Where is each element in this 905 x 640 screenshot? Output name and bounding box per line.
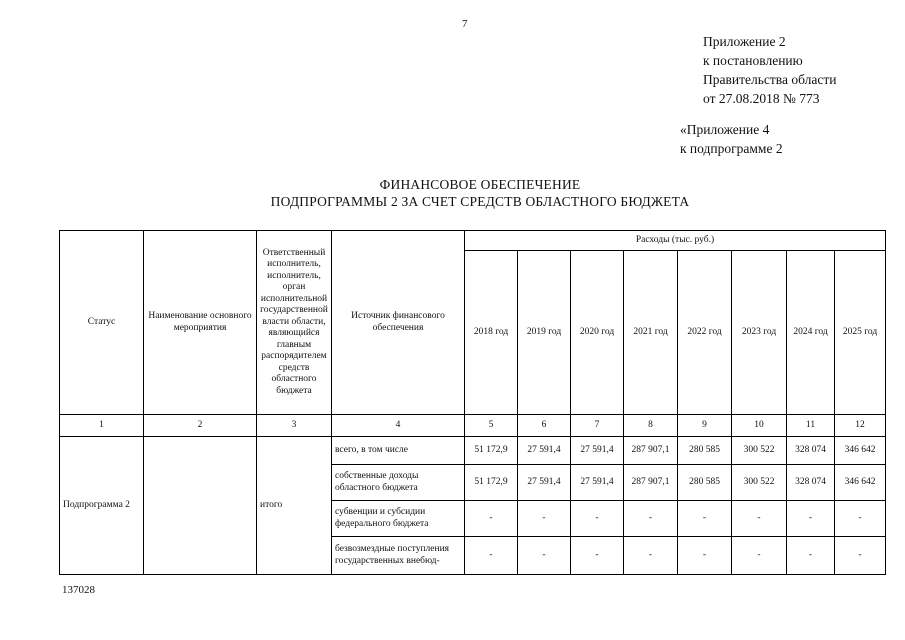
title-line: ФИНАНСОВОЕ ОБЕСПЕЧЕНИЕ — [379, 177, 581, 192]
column-number: 9 — [678, 415, 732, 437]
value-cell: - — [571, 537, 624, 575]
value-cell: 280 585 — [678, 465, 732, 501]
value-cell: - — [624, 537, 678, 575]
appendix-line: к постановлению — [703, 53, 803, 68]
financing-table — [59, 230, 886, 575]
value-cell: - — [571, 501, 624, 537]
value-cell: - — [518, 537, 571, 575]
value-cell: - — [787, 537, 835, 575]
column-number: 8 — [624, 415, 678, 437]
column-number: 5 — [465, 415, 518, 437]
header-year: 2024 год — [787, 251, 835, 415]
value-cell: - — [732, 501, 787, 537]
value-cell: - — [624, 501, 678, 537]
header-year: 2022 год — [678, 251, 732, 415]
column-number: 1 — [60, 415, 144, 437]
value-cell: 51 172,9 — [465, 465, 518, 501]
title-line: ПОДПРОГРАММЫ 2 ЗА СЧЕТ СРЕДСТВ ОБЛАСТНОГО БЮДЖЕТА — [270, 194, 690, 209]
value-cell: - — [732, 537, 787, 575]
value-cell: 27 591,4 — [518, 437, 571, 465]
appendix-line: Правительства области — [703, 72, 837, 87]
value-cell: 328 074 — [787, 465, 835, 501]
header-year: 2023 год — [732, 251, 787, 415]
header-status: Статус — [60, 231, 144, 415]
column-number: 4 — [332, 415, 465, 437]
value-cell: - — [518, 501, 571, 537]
column-number: 12 — [835, 415, 886, 437]
value-cell: 328 074 — [787, 437, 835, 465]
appendix-subprogram-note — [680, 120, 783, 158]
column-number: 2 — [144, 415, 257, 437]
value-cell: - — [465, 501, 518, 537]
column-number-row — [60, 415, 886, 437]
header-activity-name: Наименование основного мероприятия — [144, 231, 257, 415]
activity-name-cell — [144, 437, 257, 575]
value-cell: 346 642 — [835, 465, 886, 501]
value-cell: - — [465, 537, 518, 575]
funding-source-cell: безвозмездные поступления государственных внебюд- — [332, 537, 465, 575]
column-number: 11 — [787, 415, 835, 437]
column-number: 7 — [571, 415, 624, 437]
value-cell: 27 591,4 — [571, 465, 624, 501]
header-year: 2025 год — [835, 251, 886, 415]
value-cell: 27 591,4 — [571, 437, 624, 465]
funding-source-cell: собственные доходы областного бюджета — [332, 465, 465, 501]
value-cell: 287 907,1 — [624, 465, 678, 501]
funding-source-cell: всего, в том числе — [332, 437, 465, 465]
header-funding-source: Источник финансового обеспечения — [332, 231, 465, 415]
column-number: 3 — [257, 415, 332, 437]
value-cell: 280 585 — [678, 437, 732, 465]
value-cell: 300 522 — [732, 465, 787, 501]
value-cell: 287 907,1 — [624, 437, 678, 465]
value-cell: - — [835, 537, 886, 575]
appendix-sub-line: к подпрограмме 2 — [680, 141, 783, 156]
value-cell: - — [678, 537, 732, 575]
status-cell: Подпрограмма 2 — [60, 437, 144, 575]
table-row — [60, 437, 886, 465]
appendix-line: от 27.08.2018 № 773 — [703, 91, 820, 106]
appendix-line: Приложение 2 — [703, 34, 786, 49]
header-responsible: Ответственный исполнитель, исполнитель, орган исполнительной государственной власти области, являющийся главным распорядителем средств областного бюджета — [257, 231, 332, 415]
page-number: 7 — [462, 18, 468, 30]
appendix-sub-line: «Приложение 4 — [680, 122, 770, 137]
document-code: 137028 — [62, 584, 95, 596]
header-year: 2019 год — [518, 251, 571, 415]
value-cell: 346 642 — [835, 437, 886, 465]
value-cell: - — [678, 501, 732, 537]
appendix-note — [703, 32, 836, 108]
value-cell: - — [787, 501, 835, 537]
column-number: 10 — [732, 415, 787, 437]
header-expenses: Расходы (тыс. руб.) — [465, 231, 886, 251]
header-year: 2020 год — [571, 251, 624, 415]
value-cell: 51 172,9 — [465, 437, 518, 465]
value-cell: 27 591,4 — [518, 465, 571, 501]
document-title — [0, 176, 905, 210]
value-cell: 300 522 — [732, 437, 787, 465]
column-number: 6 — [518, 415, 571, 437]
value-cell: - — [835, 501, 886, 537]
header-year: 2021 год — [624, 251, 678, 415]
responsible-cell: итого — [257, 437, 332, 575]
header-year: 2018 год — [465, 251, 518, 415]
funding-source-cell: субвенции и субсидии федерального бюджета — [332, 501, 465, 537]
